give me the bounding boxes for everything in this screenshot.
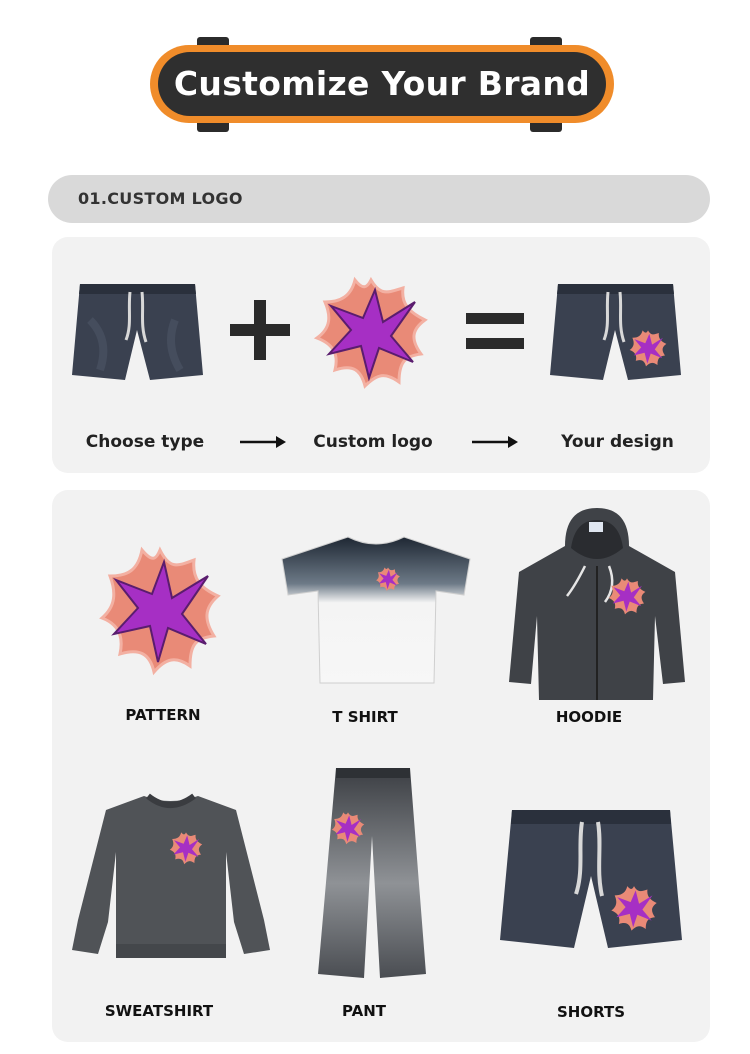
product-label-t-shirt: T SHIRT: [332, 708, 398, 726]
product-label-pattern: PATTERN: [125, 706, 201, 724]
sweatshirt-image: [66, 792, 276, 962]
step-label-custom-logo: Custom logo: [313, 432, 433, 452]
custom-shorts-image: [548, 280, 683, 385]
arrow-right-icon: [240, 436, 286, 448]
arrow-right-icon: [472, 436, 518, 448]
pant-image: [310, 766, 430, 980]
product-label-pant: PANT: [341, 1002, 386, 1020]
star-logo-image: [312, 275, 430, 390]
shorts-image: [70, 280, 205, 385]
product-label-hoodie: HOODIE: [555, 708, 623, 726]
tshirt-image: [278, 533, 474, 685]
pattern-image: [100, 545, 220, 675]
product-label-sweatshirt: SWEATSHIRT: [104, 1002, 214, 1020]
shorts-product-image: [498, 806, 684, 954]
step-label-your-design: Your design: [561, 432, 674, 452]
hoodie-image: [505, 506, 687, 702]
section-title: 01.CUSTOM LOGO: [78, 189, 243, 208]
product-label-shorts: SHORTS: [556, 1003, 626, 1021]
step-label-choose-type: Choose type: [85, 432, 205, 452]
page-title: Customize Your Brand: [173, 64, 591, 103]
